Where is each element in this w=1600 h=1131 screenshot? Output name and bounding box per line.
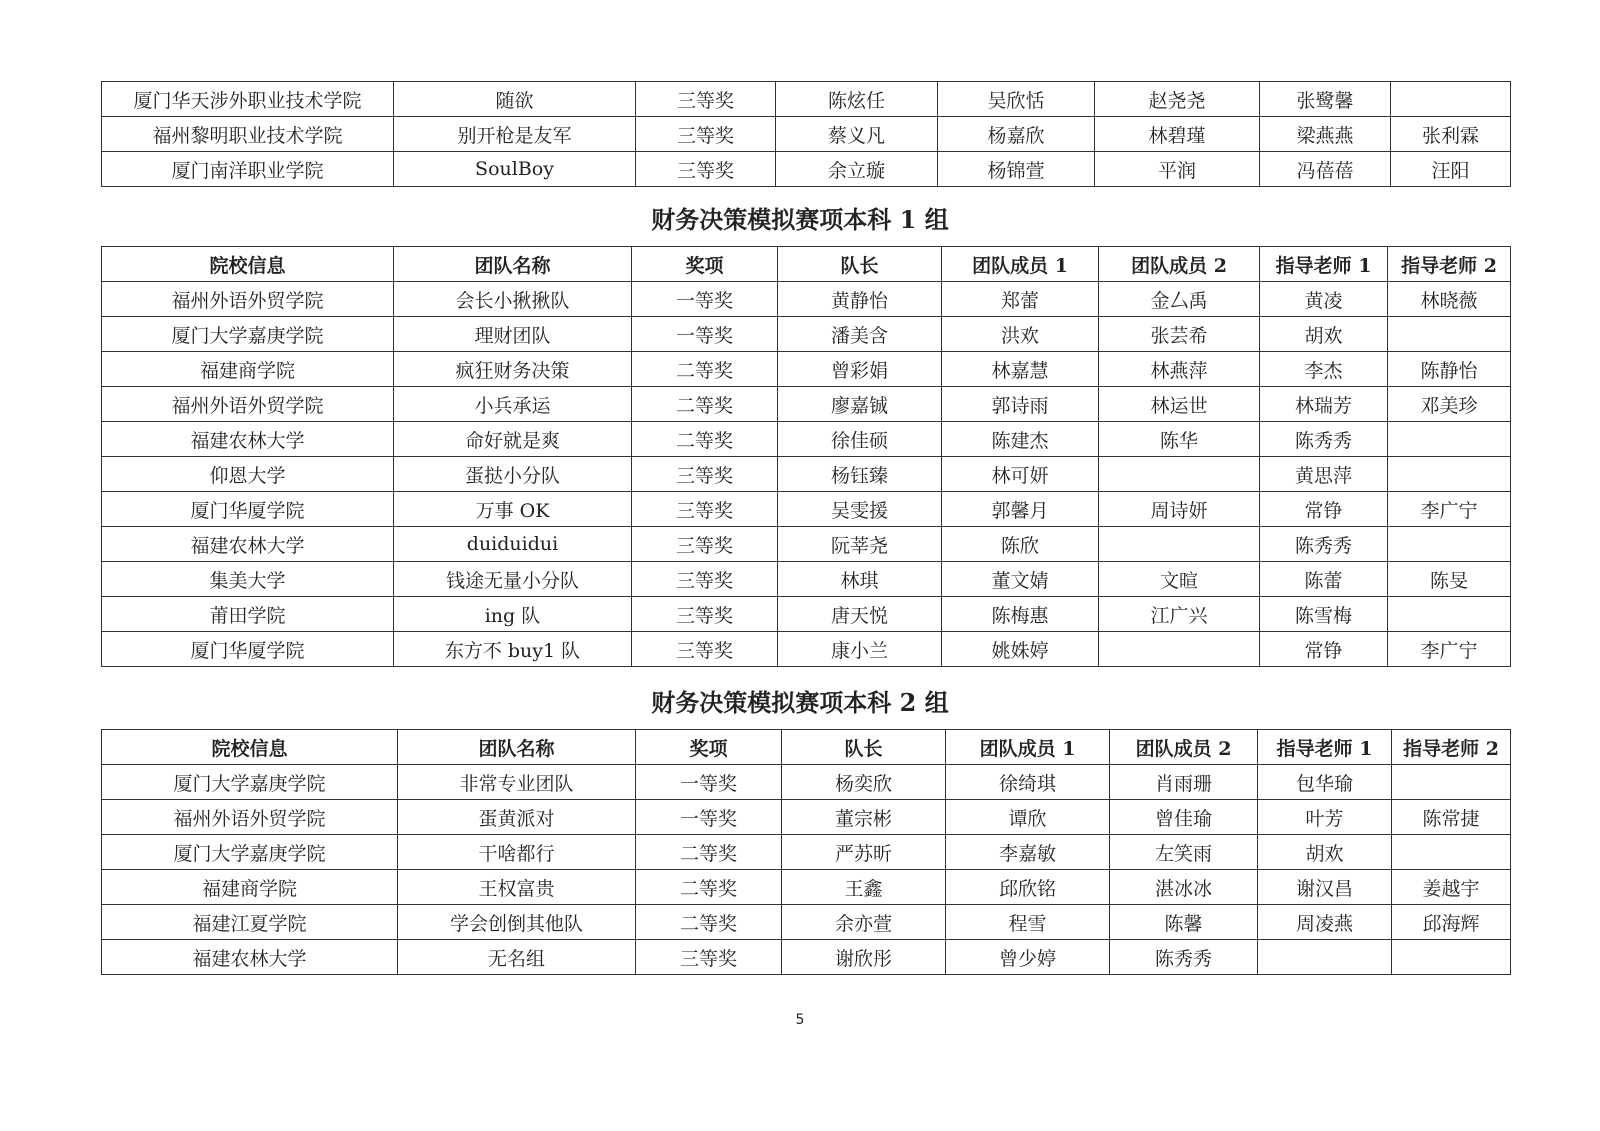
table-cell: 陈旻 [1388, 562, 1511, 597]
table-cell: 邱海辉 [1392, 905, 1511, 940]
table-row [102, 282, 1511, 317]
column-header: 奖项 [636, 730, 782, 765]
table-cell: 干啥都行 [398, 835, 636, 870]
table-cell: 随欲 [394, 82, 636, 117]
table-cell: 黄凌 [1260, 282, 1388, 317]
table-cell: 林瑞芳 [1260, 387, 1388, 422]
table-row [102, 152, 1511, 187]
table-cell: 疯狂财务决策 [394, 352, 632, 387]
table-cell: 包华瑜 [1258, 765, 1392, 800]
table-cell: 陈静怡 [1388, 352, 1511, 387]
table-cell: 王鑫 [782, 870, 946, 905]
table-row [102, 940, 1511, 975]
table-row [102, 870, 1511, 905]
table-header-row [102, 247, 1511, 282]
table-cell: 陈秀秀 [1260, 422, 1388, 457]
table-cell: 叶芳 [1258, 800, 1392, 835]
table-cell: 福州外语外贸学院 [102, 282, 394, 317]
table-cell: 钱途无量小分队 [394, 562, 632, 597]
table-cell: 三等奖 [632, 527, 778, 562]
table-cell: 仰恩大学 [102, 457, 394, 492]
table-cell: 蛋黄派对 [398, 800, 636, 835]
table-cell: 会长小揪揪队 [394, 282, 632, 317]
column-header: 团队成员 1 [946, 730, 1110, 765]
table-cell: 三等奖 [632, 597, 778, 632]
table-cell: 三等奖 [636, 940, 782, 975]
table-cell: 陈梅惠 [942, 597, 1099, 632]
table-row [102, 352, 1511, 387]
table-cell: 李广宁 [1388, 632, 1511, 667]
table-row [102, 527, 1511, 562]
table-cell [1388, 422, 1511, 457]
column-header: 团队成员 1 [942, 247, 1099, 282]
table-cell: 二等奖 [636, 870, 782, 905]
table-cell: 三等奖 [636, 117, 776, 152]
column-header: 院校信息 [102, 730, 398, 765]
table-cell: 洪欢 [942, 317, 1099, 352]
table-cell: 郭馨月 [942, 492, 1099, 527]
table-cell: 一等奖 [636, 765, 782, 800]
table-row [102, 597, 1511, 632]
table-cell: 非常专业团队 [398, 765, 636, 800]
table-cell: 李广宁 [1388, 492, 1511, 527]
table-cell: 福建商学院 [102, 352, 394, 387]
table-cell: 陈雪梅 [1260, 597, 1388, 632]
table-cell: 二等奖 [632, 387, 778, 422]
table-cell: 陈常捷 [1392, 800, 1511, 835]
table-cell: 左笑雨 [1110, 835, 1258, 870]
table-cell: 福建农林大学 [102, 422, 394, 457]
table-cell: 赵尧尧 [1095, 82, 1260, 117]
table-cell [1099, 457, 1260, 492]
table-row [102, 82, 1511, 117]
table-cell: 东方不 buy1 队 [394, 632, 632, 667]
table-cell: 湛冰冰 [1110, 870, 1258, 905]
table-cell: 别开枪是友军 [394, 117, 636, 152]
table-cell: 阮莘尧 [778, 527, 942, 562]
table-cell: 二等奖 [632, 352, 778, 387]
column-header: 院校信息 [102, 247, 394, 282]
table-cell: 谢欣彤 [782, 940, 946, 975]
table-cell: duiduidui [394, 527, 632, 562]
table-cell: 命好就是爽 [394, 422, 632, 457]
table-cell: 蔡义凡 [776, 117, 938, 152]
awards-table-undergrad-group-2 [101, 729, 1511, 975]
table-cell [1392, 765, 1511, 800]
table-cell: 三等奖 [632, 632, 778, 667]
table-cell: 常铮 [1260, 492, 1388, 527]
table-cell: 蛋挞小分队 [394, 457, 632, 492]
table-cell: 福州外语外贸学院 [102, 800, 398, 835]
table-cell: 陈华 [1099, 422, 1260, 457]
table-row [102, 492, 1511, 527]
table-cell: 梁燕燕 [1260, 117, 1391, 152]
column-header: 队长 [782, 730, 946, 765]
table-cell: 林碧瑾 [1095, 117, 1260, 152]
table-row [102, 317, 1511, 352]
table-cell: 一等奖 [636, 800, 782, 835]
table-row [102, 422, 1511, 457]
table-cell: 理财团队 [394, 317, 632, 352]
table-cell: 平润 [1095, 152, 1260, 187]
table-row [102, 835, 1511, 870]
table-cell: 郭诗雨 [942, 387, 1099, 422]
table-row [102, 905, 1511, 940]
table-cell: 小兵承运 [394, 387, 632, 422]
table-cell: 胡欢 [1260, 317, 1388, 352]
table-cell: 学会创倒其他队 [398, 905, 636, 940]
table-cell: 林晓薇 [1388, 282, 1511, 317]
table-cell: 张芸希 [1099, 317, 1260, 352]
table-cell: 三等奖 [632, 457, 778, 492]
table-cell: 万事 OK [394, 492, 632, 527]
table-cell: 三等奖 [636, 152, 776, 187]
table-cell [1258, 940, 1392, 975]
table-cell: 福建农林大学 [102, 940, 398, 975]
table-cell: 一等奖 [632, 282, 778, 317]
table-cell: 厦门华厦学院 [102, 492, 394, 527]
table-cell: 陈建杰 [942, 422, 1099, 457]
table-cell: 肖雨珊 [1110, 765, 1258, 800]
table-cell [1388, 317, 1511, 352]
column-header: 队长 [778, 247, 942, 282]
table-cell: 金厶禹 [1099, 282, 1260, 317]
table-cell: 吴欣恬 [938, 82, 1095, 117]
table-cell [1099, 632, 1260, 667]
table-cell: 林运世 [1099, 387, 1260, 422]
table-cell: 文暄 [1099, 562, 1260, 597]
table-cell: 无名组 [398, 940, 636, 975]
table-cell: 集美大学 [102, 562, 394, 597]
table-cell: 厦门大学嘉庚学院 [102, 317, 394, 352]
table-cell: 黄静怡 [778, 282, 942, 317]
table-cell: 余亦萱 [782, 905, 946, 940]
table-cell: 二等奖 [636, 835, 782, 870]
table-cell: 徐佳硕 [778, 422, 942, 457]
table-row [102, 457, 1511, 492]
column-header: 团队成员 2 [1110, 730, 1258, 765]
table-cell: 廖嘉铖 [778, 387, 942, 422]
table-cell: 福州外语外贸学院 [102, 387, 394, 422]
awards-table-continued [101, 81, 1511, 187]
table-cell: 董宗彬 [782, 800, 946, 835]
table-cell [1388, 457, 1511, 492]
table-cell: 陈秀秀 [1260, 527, 1388, 562]
table-cell: 福州黎明职业技术学院 [102, 117, 394, 152]
table-cell: 姚姝婷 [942, 632, 1099, 667]
table-cell: 林琪 [778, 562, 942, 597]
table-cell: 陈馨 [1110, 905, 1258, 940]
table-row [102, 632, 1511, 667]
table-cell: 厦门大学嘉庚学院 [102, 835, 398, 870]
column-header: 指导老师 2 [1392, 730, 1511, 765]
table-cell: 二等奖 [632, 422, 778, 457]
table-cell [1099, 527, 1260, 562]
table-cell: 冯蓓蓓 [1260, 152, 1391, 187]
table-cell: 郑蕾 [942, 282, 1099, 317]
table-cell: SoulBoy [394, 152, 636, 187]
table-cell: 周凌燕 [1258, 905, 1392, 940]
table-cell: 黄思萍 [1260, 457, 1388, 492]
table-cell: 曾佳瑜 [1110, 800, 1258, 835]
table-cell: 姜越宇 [1392, 870, 1511, 905]
table-cell: 邓美珍 [1388, 387, 1511, 422]
table-cell: 张鹭馨 [1260, 82, 1391, 117]
table-cell: 常铮 [1260, 632, 1388, 667]
column-header: 指导老师 2 [1388, 247, 1511, 282]
column-header: 奖项 [632, 247, 778, 282]
table-cell: 厦门华厦学院 [102, 632, 394, 667]
table-cell: 邱欣铭 [946, 870, 1110, 905]
table-cell: 胡欢 [1258, 835, 1392, 870]
table-cell: 李杰 [1260, 352, 1388, 387]
table-cell: 陈秀秀 [1110, 940, 1258, 975]
table-cell: 厦门南洋职业学院 [102, 152, 394, 187]
table-cell: 三等奖 [636, 82, 776, 117]
table-cell: 徐绮琪 [946, 765, 1110, 800]
table-cell: 杨嘉欣 [938, 117, 1095, 152]
table-row [102, 117, 1511, 152]
table-cell: 唐天悦 [778, 597, 942, 632]
table-cell: 汪阳 [1391, 152, 1511, 187]
table-cell: 李嘉敏 [946, 835, 1110, 870]
table-cell: 林可妍 [942, 457, 1099, 492]
table-row [102, 387, 1511, 422]
table-cell [1388, 527, 1511, 562]
table-cell: 杨奕欣 [782, 765, 946, 800]
table-row [102, 562, 1511, 597]
table-cell: 陈欣 [942, 527, 1099, 562]
table-cell: 福建江夏学院 [102, 905, 398, 940]
section-title-undergrad-group-1: 财务决策模拟赛项本科 1 组 [651, 205, 949, 234]
table-cell: 厦门大学嘉庚学院 [102, 765, 398, 800]
table-cell [1392, 835, 1511, 870]
table-cell: 陈蕾 [1260, 562, 1388, 597]
table-cell: 江广兴 [1099, 597, 1260, 632]
page-number: 5 [795, 1012, 805, 1028]
awards-table-undergrad-group-1 [101, 246, 1511, 667]
table-cell: 谭欣 [946, 800, 1110, 835]
table-cell [1392, 940, 1511, 975]
table-cell: 康小兰 [778, 632, 942, 667]
table-cell: 林燕萍 [1099, 352, 1260, 387]
table-cell: 曾少婷 [946, 940, 1110, 975]
column-header: 指导老师 1 [1260, 247, 1388, 282]
table-cell [1391, 82, 1511, 117]
table-cell: 吴雯援 [778, 492, 942, 527]
table-cell: 陈炫任 [776, 82, 938, 117]
table-cell: 福建商学院 [102, 870, 398, 905]
table-cell: 王权富贵 [398, 870, 636, 905]
table-cell [1388, 597, 1511, 632]
column-header: 团队名称 [398, 730, 636, 765]
table-cell: 林嘉慧 [942, 352, 1099, 387]
table-cell: 三等奖 [632, 562, 778, 597]
table-cell: 厦门华天涉外职业技术学院 [102, 82, 394, 117]
table-row [102, 765, 1511, 800]
table-cell: ing 队 [394, 597, 632, 632]
table-cell: 一等奖 [632, 317, 778, 352]
table-row [102, 800, 1511, 835]
section-title-undergrad-group-2: 财务决策模拟赛项本科 2 组 [651, 688, 949, 717]
table-cell: 张利霖 [1391, 117, 1511, 152]
column-header: 团队成员 2 [1099, 247, 1260, 282]
table-header-row [102, 730, 1511, 765]
table-cell: 潘美含 [778, 317, 942, 352]
table-cell: 杨钰臻 [778, 457, 942, 492]
table-cell: 程雪 [946, 905, 1110, 940]
table-cell: 曾彩娟 [778, 352, 942, 387]
table-cell: 董文婧 [942, 562, 1099, 597]
column-header: 团队名称 [394, 247, 632, 282]
column-header: 指导老师 1 [1258, 730, 1392, 765]
table-cell: 三等奖 [632, 492, 778, 527]
table-cell: 福建农林大学 [102, 527, 394, 562]
table-cell: 莆田学院 [102, 597, 394, 632]
table-cell: 谢汉昌 [1258, 870, 1392, 905]
table-cell: 余立璇 [776, 152, 938, 187]
table-cell: 严苏昕 [782, 835, 946, 870]
table-cell: 周诗妍 [1099, 492, 1260, 527]
table-cell: 二等奖 [636, 905, 782, 940]
table-cell: 杨锦萱 [938, 152, 1095, 187]
